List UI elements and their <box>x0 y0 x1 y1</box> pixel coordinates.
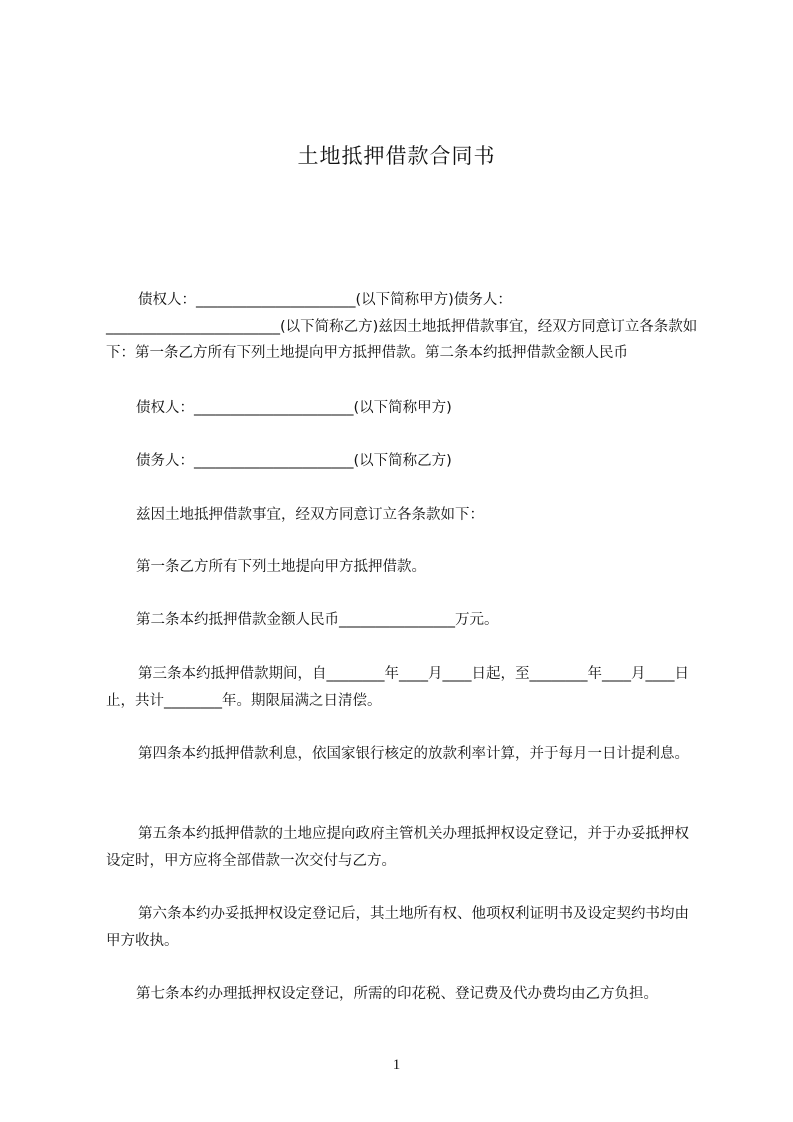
intro-paragraph: 债权人：______________________(以下简称甲方)债务人：________________________(以下简称乙方)兹因土地抵押借款事宜，经双方同意订立各条款如下：第一条乙方所有下列土地提向甲方抵押借款。第二条本约抵押借款金额人民币 <box>106 292 698 361</box>
document-title: 土地抵押借款合同书 <box>297 144 496 168</box>
article-3: 第三条本约抵押借款期间，自________年____月____日起，至________年____月____日止，共计________年。期限届满之日清偿。 <box>106 666 689 709</box>
debtor-line: 债务人：______________________(以下简称乙方) <box>136 453 452 469</box>
article-1: 第一条乙方所有下列土地提向甲方抵押借款。 <box>136 559 426 575</box>
page-number: 1 <box>392 1057 401 1073</box>
article-2: 第二条本约抵押借款金额人民币________________万元。 <box>136 612 499 628</box>
article-7: 第七条本约办理抵押权设定登记，所需的印花税、登记费及代办费均由乙方负担。 <box>136 986 658 1002</box>
article-6: 第六条本约办妥抵押权设定登记后，其土地所有权、他项权利证明书及设定契约书均由甲方收执。 <box>106 906 689 949</box>
preamble-line: 兹因土地抵押借款事宜，经双方同意订立各条款如下： <box>136 507 484 523</box>
creditor-line: 债权人：______________________(以下简称甲方) <box>136 400 452 416</box>
article-5: 第五条本约抵押借款的土地应提向政府主管机关办理抵押权设定登记，并于办妥抵押权设定时，甲方应将全部借款一次交付与乙方。 <box>106 826 689 869</box>
article-4: 第四条本约抵押借款利息，依国家银行核定的放款利率计算，并于每月一日计提利息。 <box>138 746 689 762</box>
